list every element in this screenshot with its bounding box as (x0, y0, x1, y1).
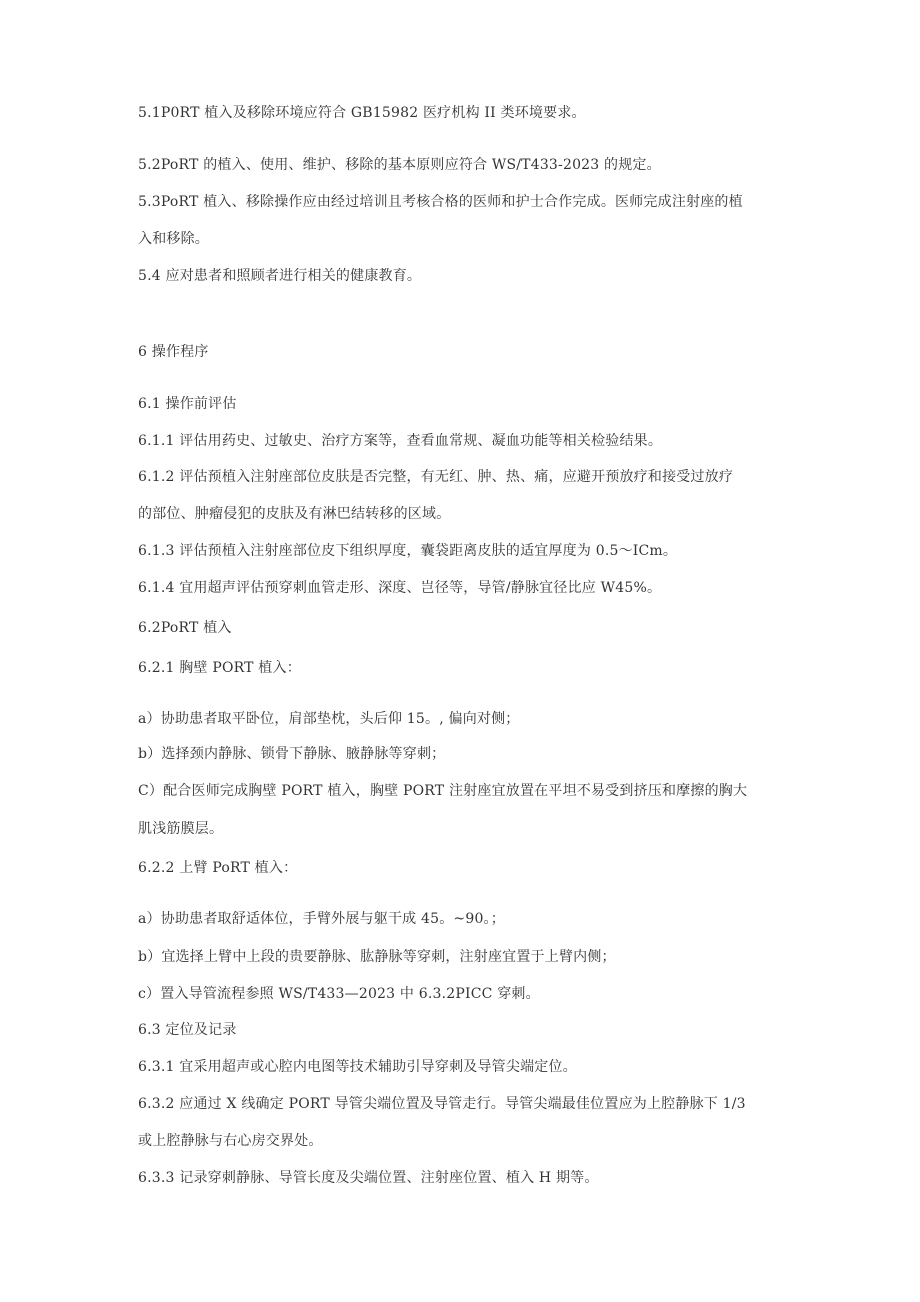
paragraph-6-3-1: 6.3.1 宜采用超声或心腔内电图等技术辅助引导穿刺及导管尖端定位。 (138, 1059, 577, 1075)
paragraph-6-3-2-cont: 或上腔静脉与右心房交界处。 (138, 1133, 323, 1149)
paragraph-5-2: 5.2PoRT 的植入、使用、维护、移除的基本原则应符合 WS/T433-2023 的规定。 (138, 157, 661, 173)
paragraph-6-1-2-cont: 的部位、肿瘤侵犯的皮肤及有淋巴结转移的区域。 (138, 506, 451, 522)
heading-6-3: 6.3 定位及记录 (138, 1022, 237, 1038)
list-item-6-2-1-a: a）协助患者取平卧位，肩部垫枕，头后仰 15。, 偏向对侧； (138, 711, 520, 727)
list-item-6-2-1-b: b）选择颈内静脉、锁骨下静脉、腋静脉等穿刺； (138, 746, 446, 762)
heading-6: 6 操作程序 (138, 344, 209, 360)
heading-6-2: 6.2PoRT 植入 (138, 620, 232, 636)
paragraph-6-1-1: 6.1.1 评估用药史、过敏史、治疗方案等，查看血常规、凝血功能等相关检验结果。 (138, 433, 663, 449)
list-item-6-2-2-b: b）宜选择上臂中上段的贵要静脉、肱静脉等穿刺，注射座宜置于上臂内侧； (138, 949, 616, 965)
paragraph-6-3-2: 6.3.2 应通过 X 线确定 PORT 导管尖端位置及导管走行。导管尖端最佳位置应为上腔静脉下 1/3 (138, 1096, 746, 1112)
paragraph-6-1-4: 6.1.4 宜用超声评估预穿刺血管走形、深度、岂径等，导管/静脉宜径比应 W45%。 (138, 580, 662, 596)
heading-6-2-2: 6.2.2 上臂 PoRT 植入： (138, 860, 298, 876)
paragraph-6-1-2: 6.1.2 评估预植入注射座部位皮肤是否完整，有无红、肿、热、痛，应避开预放疗和接受过放疗 (138, 469, 734, 485)
paragraph-5-4: 5.4 应对患者和照顾者进行相关的健康教育。 (138, 268, 422, 284)
paragraph-5-1: 5.1P0RT 植入及移除环境应符合 GB15982 医疗机构 II 类环境要求。 (138, 105, 586, 121)
list-item-6-2-1-c-cont: 肌浅筋膜层。 (138, 821, 224, 837)
heading-6-2-1: 6.2.1 胸壁 PORT 植入： (138, 660, 301, 676)
heading-6-1: 6.1 操作前评估 (138, 396, 237, 412)
paragraph-6-1-3: 6.1.3 评估预植入注射座部位皮下组织厚度，囊袋距离皮肤的适宜厚度为 0.5～ICm。 (138, 543, 678, 559)
list-item-6-2-1-c: C）配合医师完成胸壁 PORT 植入，胸壁 PORT 注射座宜放置在平坦不易受到挤压和摩擦的胸大 (138, 783, 748, 799)
paragraph-5-3-cont: 入和移除。 (138, 231, 209, 247)
paragraph-6-3-3: 6.3.3 记录穿刺静脉、导管长度及尖端位置、注射座位置、植入 H 期等。 (138, 1170, 599, 1186)
list-item-6-2-2-a: a）协助患者取舒适体位，手臂外展与躯干成 45。~90。； (138, 911, 505, 927)
list-item-6-2-2-c: c）置入导管流程参照 WS/T433—2023 中 6.3.2PICC 穿刺。 (138, 986, 540, 1002)
paragraph-5-3: 5.3PoRT 植入、移除操作应由经过培训且考核合格的医师和护士合作完成。医师完成注射座的植 (138, 194, 743, 210)
